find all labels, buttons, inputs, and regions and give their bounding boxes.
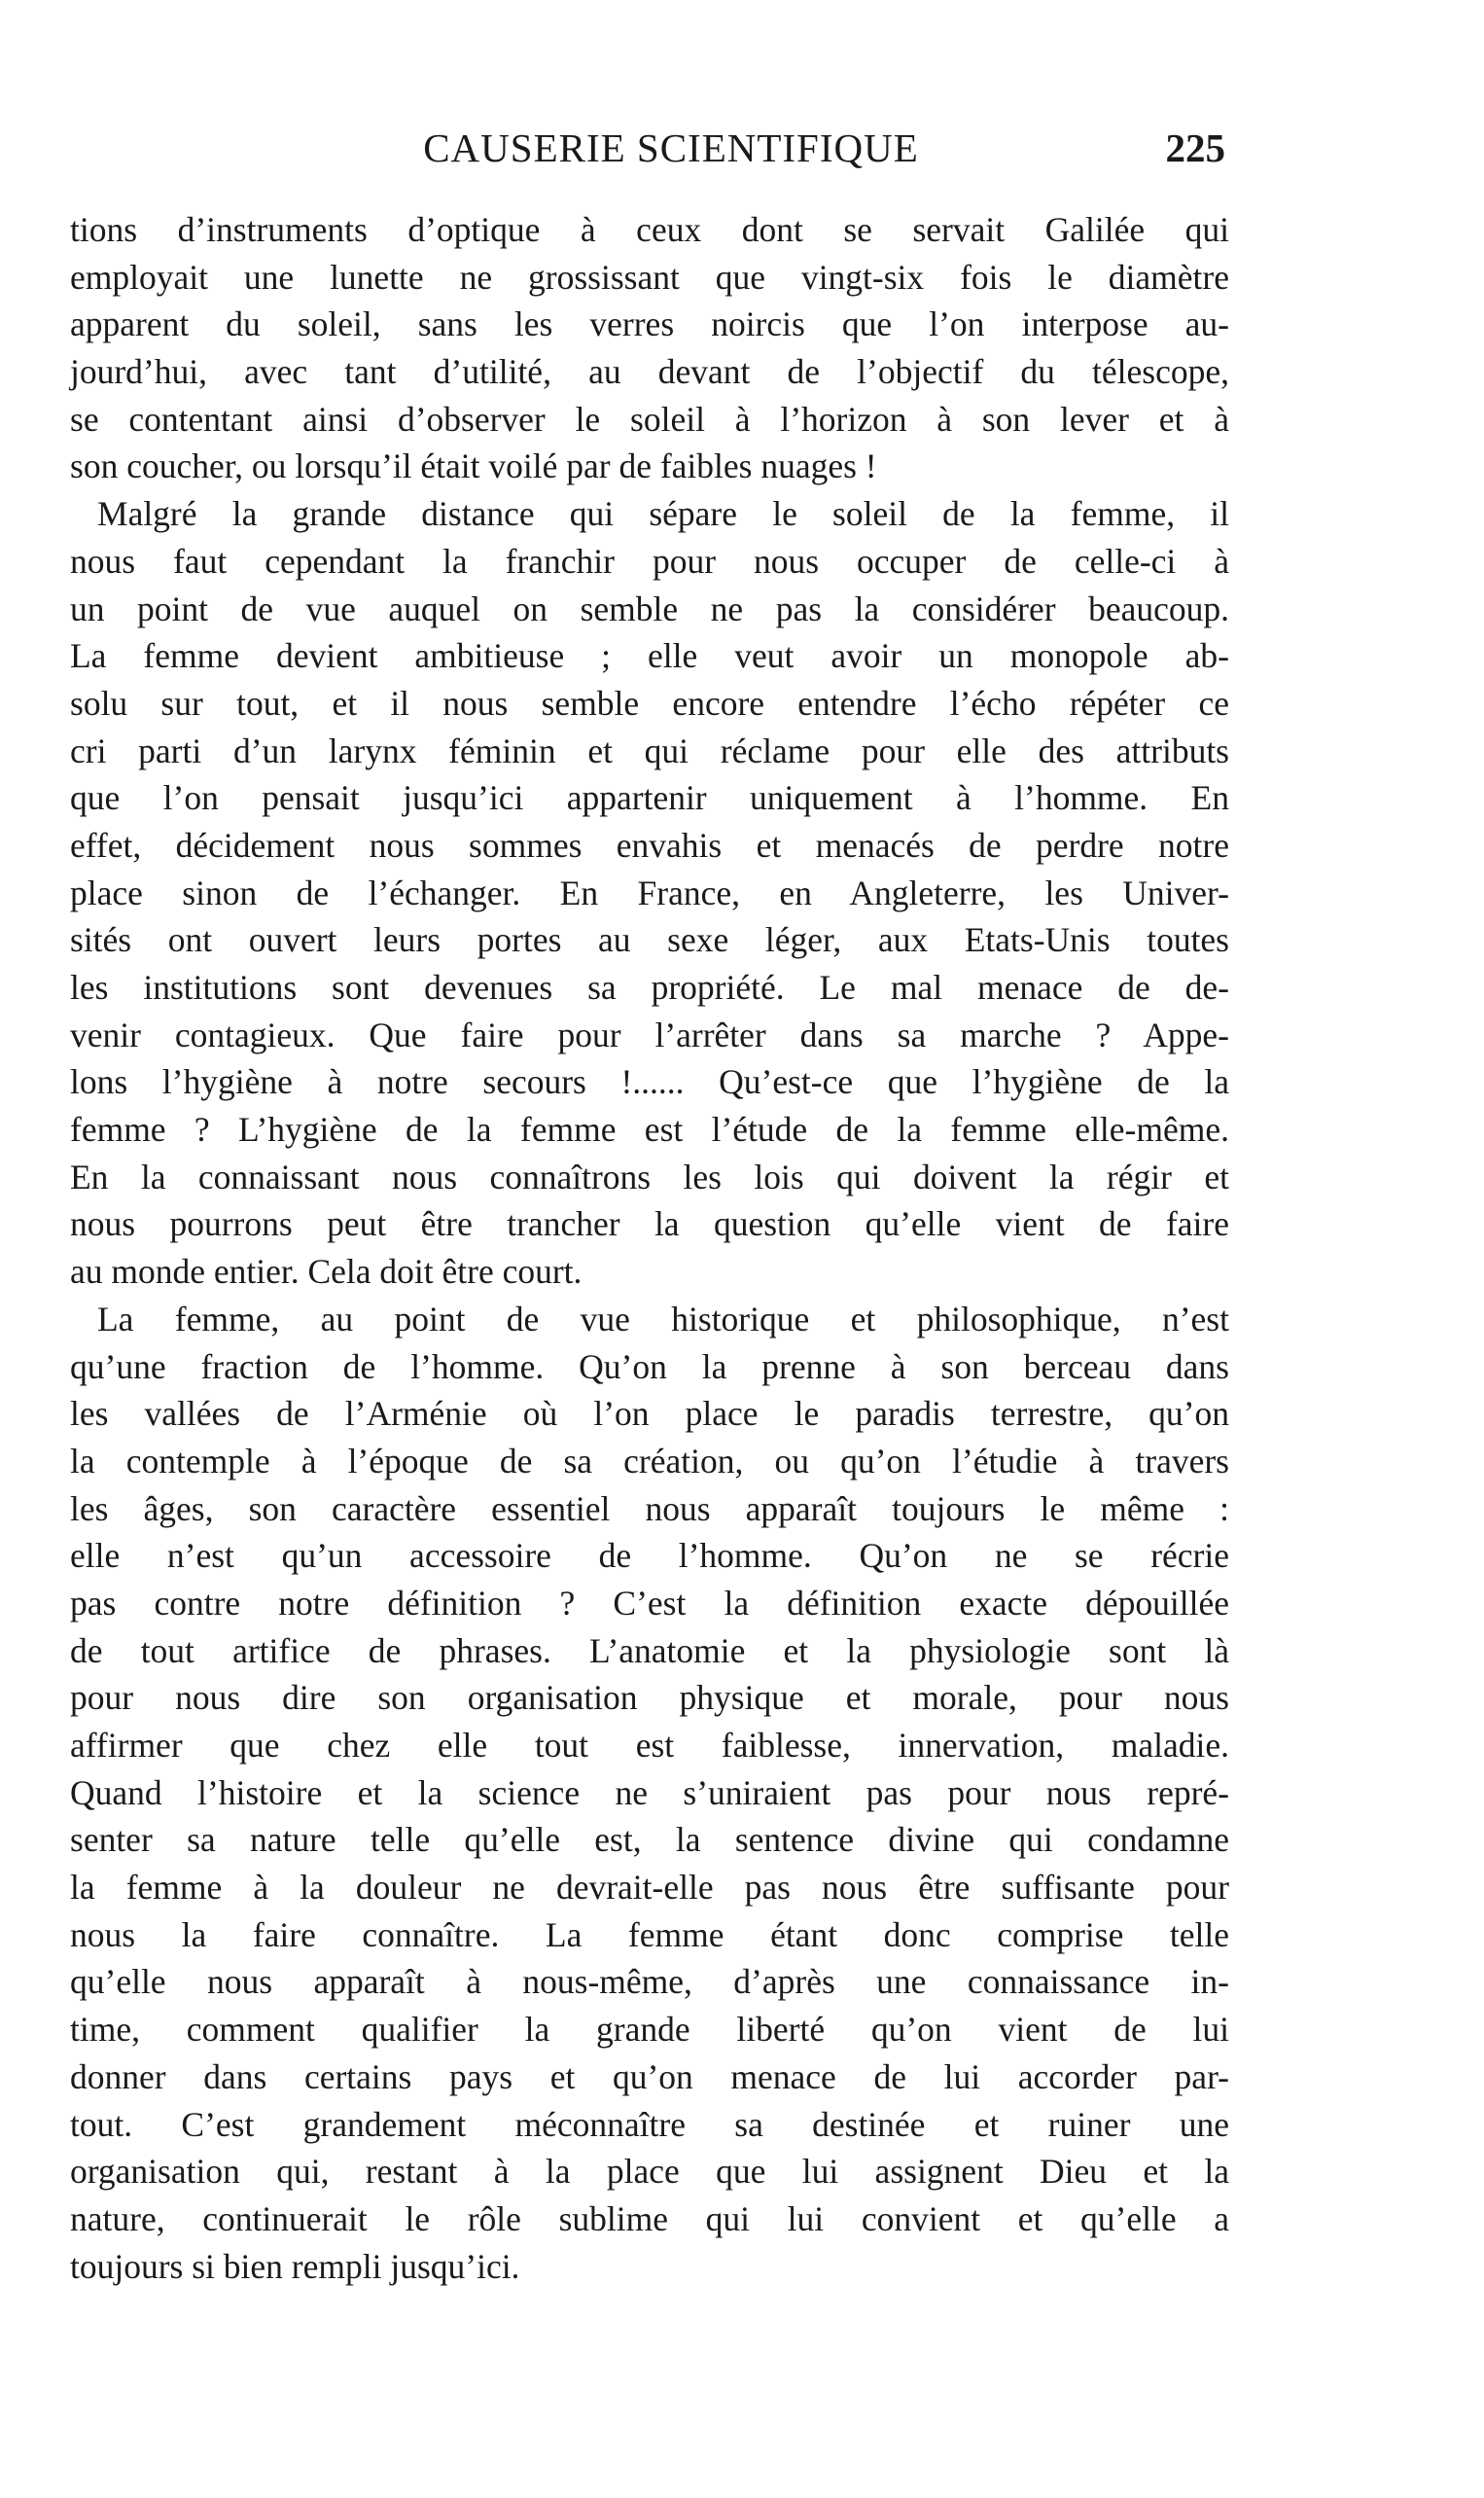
text-line: apparent du soleil, sans les verres noircis que l’on interpose au-: [70, 304, 1229, 344]
text-line: pas contre notre définition ? C’est la définition exacte dépouillée: [70, 1583, 1229, 1623]
text-line: les institutions sont devenues sa propriété. Le mal menace de de-: [70, 968, 1229, 1007]
text-line: tout. C’est grandement méconnaître sa destinée et ruiner une: [70, 2104, 1229, 2144]
text-line: sités ont ouvert leurs portes au sexe léger, aux Etats-Unis toutes: [70, 920, 1229, 960]
text-line: organisation qui, restant à la place que lui assignent Dieu et la: [70, 2152, 1229, 2192]
text-line: effet, décidement nous sommes envahis et menacés de perdre notre: [70, 825, 1229, 865]
text-line: venir contagieux. Que faire pour l’arrêter dans sa marche ? Appe-: [70, 1015, 1229, 1054]
text-line: donner dans certains pays et qu’on menace de lui accorder par-: [70, 2056, 1229, 2096]
text-line: que l’on pensait jusqu’ici appartenir uniquement à l’homme. En: [70, 778, 1229, 818]
text-line: toujours si bien rempli jusqu’ici.: [70, 2246, 520, 2286]
text-line: La femme, au point de vue historique et philosophique, n’est: [97, 1299, 1229, 1338]
text-line: time, comment qualifier la grande liberté qu’on vient de lui: [70, 2010, 1229, 2050]
text-line: pour nous dire son organisation physique et morale, pour nous: [70, 1678, 1229, 1718]
text-line: solu sur tout, et il nous semble encore entendre l’écho répéter ce: [70, 683, 1229, 723]
text-line: qu’elle nous apparaît à nous-même, d’après une connaissance in-: [70, 1962, 1229, 2002]
text-line: femme ? L’hygiène de la femme est l’étude de la femme elle-même.: [70, 1110, 1229, 1150]
text-line: cri parti d’un larynx féminin et qui réclame pour elle des attributs: [70, 731, 1229, 770]
text-line: Quand l’histoire et la science ne s’uniraient pas pour nous repré-: [70, 1772, 1229, 1812]
text-line: senter sa nature telle qu’elle est, la sentence divine qui condamne: [70, 1820, 1229, 1860]
page-number: 225: [1165, 125, 1225, 170]
text-line: Malgré la grande distance qui sépare le soleil de la femme, il: [97, 494, 1229, 534]
text-line: place sinon de l’échanger. En France, en Angleterre, les Univer-: [70, 873, 1229, 912]
text-line: nature, continuerait le rôle sublime qui lui convient et qu’elle a: [70, 2198, 1229, 2238]
running-title: CAUSERIE SCIENTIFIQUE: [423, 125, 919, 170]
text-line: En la connaissant nous connaîtrons les lois qui doivent la régir et: [70, 1157, 1229, 1196]
body-text: [70, 206, 1229, 2290]
text-line: affirmer que chez elle tout est faiblesse, innervation, maladie.: [70, 1726, 1229, 1765]
text-line: La femme devient ambitieuse ; elle veut avoir un monopole ab-: [70, 636, 1229, 676]
text-line: de tout artifice de phrases. L’anatomie et la physiologie sont là: [70, 1630, 1229, 1670]
text-line: les âges, son caractère essentiel nous apparaît toujours le même :: [70, 1488, 1229, 1528]
text-line: nous pourrons peut être trancher la question qu’elle vient de faire: [70, 1204, 1229, 1244]
text-line: nous faut cependant la franchir pour nous occuper de celle-ci à: [70, 541, 1229, 581]
text-line: la contemple à l’époque de sa création, ou qu’on l’étudie à travers: [70, 1441, 1229, 1481]
text-line: lons l’hygiène à notre secours !...... Qu’est-ce que l’hygiène de la: [70, 1062, 1229, 1102]
text-line: la femme à la douleur ne devrait-elle pas nous être suffisante pour: [70, 1868, 1229, 1908]
text-line: au monde entier. Cela doit être court.: [70, 1252, 583, 1292]
text-line: nous la faire connaître. La femme étant donc comprise telle: [70, 1914, 1229, 1954]
text-line: employait une lunette ne grossissant que vingt-six fois le diamètre: [70, 257, 1229, 297]
text-line: les vallées de l’Arménie où l’on place le paradis terrestre, qu’on: [70, 1394, 1229, 1434]
text-line: se contentant ainsi d’observer le soleil à l’horizon à son lever et à: [70, 399, 1229, 439]
text-line: un point de vue auquel on semble ne pas la considérer beaucoup.: [70, 589, 1229, 628]
text-line: son coucher, ou lorsqu’il était voilé par de faibles nuages !: [70, 446, 877, 486]
text-line: qu’une fraction de l’homme. Qu’on la prenne à son berceau dans: [70, 1346, 1229, 1386]
page-header: [117, 125, 1225, 183]
text-line: tions d’instruments d’optique à ceux dont se servait Galilée qui: [70, 210, 1229, 249]
text-line: elle n’est qu’un accessoire de l’homme. Qu’on ne se récrie: [70, 1536, 1229, 1576]
text-line: jourd’hui, avec tant d’utilité, au devant de l’objectif du télescope,: [70, 352, 1229, 392]
